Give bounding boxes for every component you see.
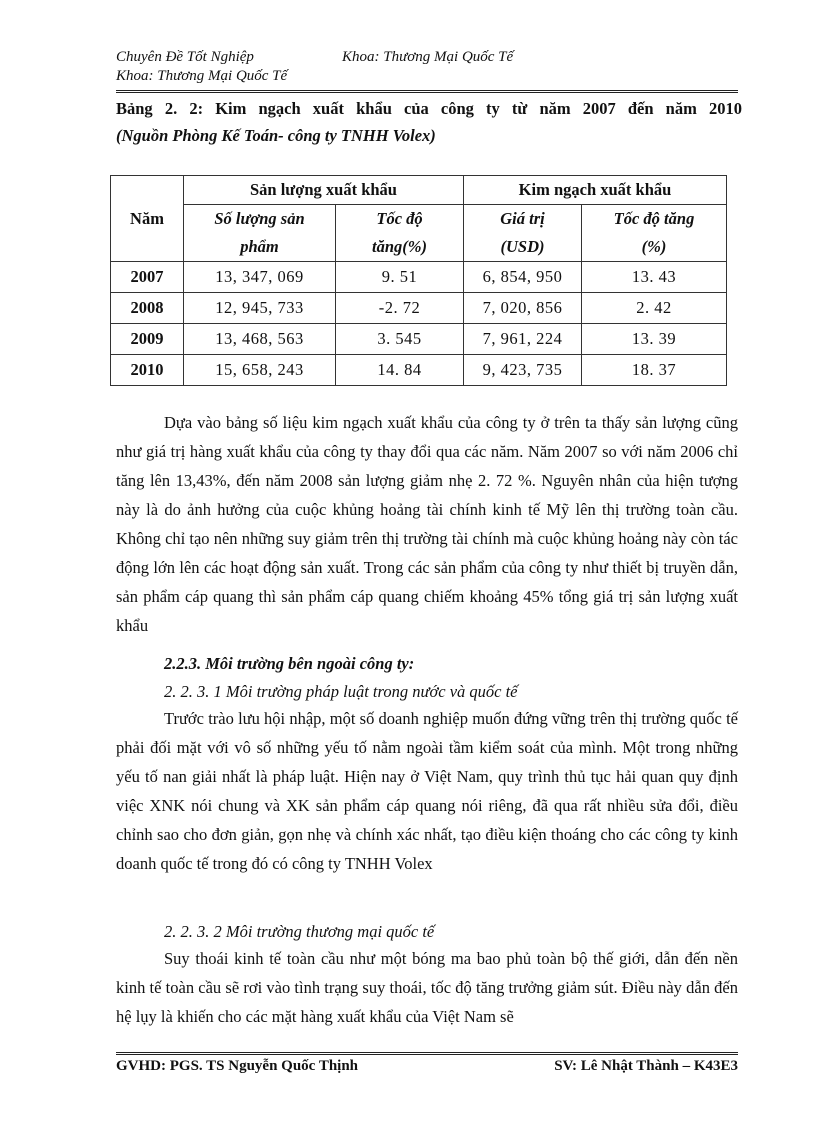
header-line-1	[116, 48, 738, 67]
group-header-turnover: Kim ngạch xuất khẩu	[464, 176, 727, 205]
cell-quantity: 13, 347, 069	[184, 262, 336, 293]
table-row	[111, 324, 727, 355]
cell-year: 2007	[111, 262, 184, 293]
table-row	[111, 293, 727, 324]
cell-quantity-growth: 9. 51	[336, 262, 464, 293]
cell-year: 2009	[111, 324, 184, 355]
table-source: (Nguồn Phòng Kế Toán- công ty TNHH Volex)	[116, 126, 436, 145]
table-title: Bảng 2. 2: Kim ngạch xuất khẩu của công ty từ năm 2007 đến năm 2010	[116, 99, 742, 118]
table-header-row-2	[111, 205, 727, 262]
cell-quantity-growth: 3. 545	[336, 324, 464, 355]
cell-value: 7, 020, 856	[464, 293, 582, 324]
cell-value-growth: 2. 42	[582, 293, 727, 324]
page-header	[116, 48, 738, 86]
cell-year: 2008	[111, 293, 184, 324]
table-caption	[116, 95, 742, 149]
cell-value-growth: 13. 43	[582, 262, 727, 293]
table-row	[111, 355, 727, 386]
subheader-value-growth: Tốc độ tăng (%)	[582, 205, 727, 262]
page-footer	[116, 1058, 738, 1075]
cell-quantity: 15, 658, 243	[184, 355, 336, 386]
subheader-quantity: Số lượng sản phẩm	[184, 205, 336, 262]
subheader-value: Giá trị (USD)	[464, 205, 582, 262]
table-row	[111, 262, 727, 293]
cell-quantity: 12, 945, 733	[184, 293, 336, 324]
footer-student: SV: Lê Nhật Thành – K43E3	[554, 1058, 738, 1074]
cell-quantity-growth: -2. 72	[336, 293, 464, 324]
year-header: Năm	[111, 176, 184, 262]
subsection-heading-2-2-3-1: 2. 2. 3. 1 Môi trường pháp luật trong nước và quốc tế	[164, 682, 518, 701]
paragraph-legal-environment: Trước trào lưu hội nhập, một số doanh nghiệp muốn đứng vững trên thị trường quốc tế phải đối mặt với vô số những yếu tố nằm ngoài tầm kiểm soát của mình. Một trong những yếu tố nan giải nhất là pháp luật. Hiện nay ở Việt Nam, quy trình thủ tục hải quan quy định việc XNK nói chung và XK sản phẩm cáp quang nói riêng, đã qua rất nhiều sửa đổi, điều chỉnh sao cho đơn giản, gọn nhẹ và chính xác nhất, tạo điều kiện thoáng cho các công ty kinh doanh quốc tế trong đó có công ty TNHH Volex	[116, 709, 738, 873]
footer-supervisor: GVHD: PGS. TS Nguyễn Quốc Thịnh	[116, 1058, 359, 1074]
cell-value-growth: 18. 37	[582, 355, 727, 386]
cell-value-growth: 13. 39	[582, 324, 727, 355]
header-line-2: Khoa: Thương Mại Quốc Tế	[116, 68, 288, 84]
cell-value: 9, 423, 735	[464, 355, 582, 386]
header-faculty: Khoa: Thương Mại Quốc Tế	[342, 49, 514, 65]
cell-year: 2010	[111, 355, 184, 386]
export-table	[110, 175, 727, 386]
paragraph-export-analysis: Dựa vào bảng số liệu kim ngạch xuất khẩu của công ty ở trên ta thấy sản lượng cũng như giá trị hàng xuất khẩu của công ty thay đổi qua các năm. Năm 2007 so với năm 2006 chỉ tăng lên 13,43%, đến năm 2008 sản lượng giảm nhẹ 2. 72 %. Nguyên nhân của hiện tượng này là do ảnh hưởng của cuộc khủng hoảng tài chính kinh tế Mỹ lên thị trường toàn cầu. Không chỉ tạo nên những suy giảm trên thị trường tài chính mà cuộc khủng hoảng này còn tác động lớn lên các hoạt động sản xuất. Trong các sản phẩm của công ty như thiết bị truyền dẫn, sản phẩm cáp quang thì sản phẩm cáp quang chiếm khoảng 45% tổng giá trị sản lượng xuất khẩu	[116, 413, 738, 635]
section-heading-2-2-3: 2.2.3. Môi trường bên ngoài công ty:	[164, 654, 415, 673]
header-thesis-title: Chuyên Đề Tốt Nghiệp	[116, 49, 254, 65]
subheader-quantity-growth: Tốc độ tăng(%)	[336, 205, 464, 262]
cell-quantity: 13, 468, 563	[184, 324, 336, 355]
table-header-row-1	[111, 176, 727, 205]
group-header-output: Sản lượng xuất khẩu	[184, 176, 464, 205]
subsection-heading-2-2-3-2: 2. 2. 3. 2 Môi trường thương mại quốc tế	[164, 922, 435, 941]
cell-value: 6, 854, 950	[464, 262, 582, 293]
cell-value: 7, 961, 224	[464, 324, 582, 355]
paragraph-trade-environment: Suy thoái kinh tế toàn cầu như một bóng ma bao phủ toàn bộ thế giới, dẫn đến nền kinh tế toàn cầu sẽ rơi vào tình trạng suy thoái, tốc độ tăng trưởng giảm sút. Điều này dẫn đến hệ lụy là khiến cho các mặt hàng xuất khẩu của Việt Nam sẽ	[116, 949, 738, 1026]
cell-quantity-growth: 14. 84	[336, 355, 464, 386]
